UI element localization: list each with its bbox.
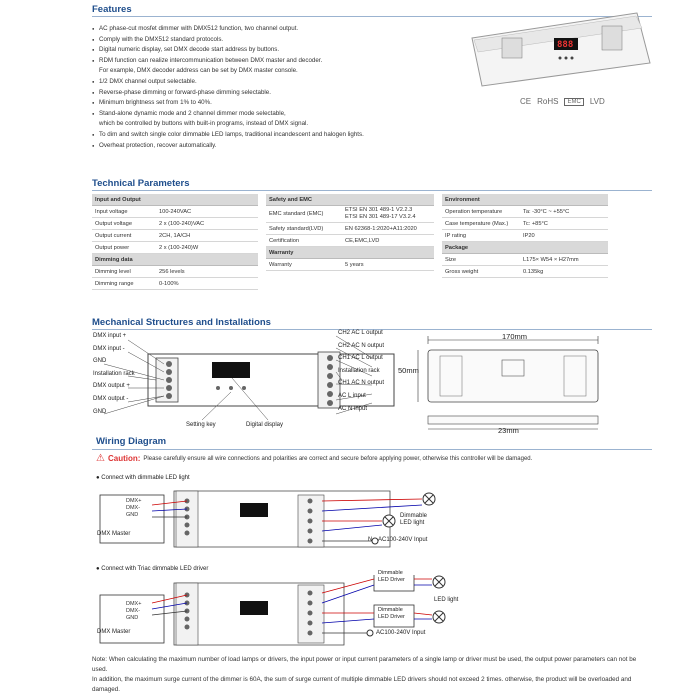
note-label: Note:	[92, 656, 108, 663]
feature-item: ● Overheat protection, recover automatically.	[92, 141, 422, 152]
feature-item: ● To dim and switch single color dimmable LED lamps, traditional incandescent and halogen lights.	[92, 130, 422, 141]
mech-label: AC N input	[338, 405, 368, 412]
package-header: Package	[442, 242, 608, 254]
param-value: EN 62368-1:2020+A11:2020	[345, 226, 417, 232]
warning-icon: ⚠	[96, 453, 105, 464]
param-name: Output voltage	[95, 221, 132, 227]
param-value: 100-240VAC	[159, 209, 192, 215]
diagram1-title-text: Connect with dimmable LED light	[101, 475, 190, 481]
rohs-mark: RoHS	[537, 97, 559, 106]
tech-rule	[92, 190, 652, 191]
io-header: Input and Output	[92, 194, 258, 206]
dmx-pins-1	[126, 498, 141, 519]
table-row	[92, 266, 258, 278]
feature-item: ● RDM function can realize intercommunication between DMX master and decoder.	[92, 56, 422, 67]
param-name: Case temperature (Max.)	[445, 221, 509, 227]
param-value: CE,EMC,LVD	[345, 238, 380, 244]
table-row	[92, 206, 258, 218]
table-row	[266, 206, 434, 223]
env-header: Environment	[442, 194, 608, 206]
mech-label: CH1 AC L output	[338, 355, 383, 362]
led-driver-label-1: Dimmable LED Driver	[378, 570, 405, 583]
table-row	[266, 223, 434, 235]
param-name: Output power	[95, 245, 130, 251]
mech-label: Installation rack	[338, 367, 380, 374]
wiring-title: Wiring Diagram	[96, 436, 167, 447]
param-value: 2CH, 1A/CH	[159, 233, 191, 239]
dmx-pins-2	[126, 601, 141, 622]
caution-label: Caution:	[107, 454, 141, 463]
product-image	[462, 8, 652, 88]
features-title: Features	[92, 4, 132, 15]
dim-depth: 23mm	[498, 426, 519, 435]
feature-item: ● Stand-alone dynamic mode and 2 channel dimmer mode selectable,	[92, 109, 422, 120]
table-row	[442, 218, 608, 230]
feature-item: ● Comply with the DMX512 standard protocols.	[92, 35, 422, 46]
dmx-pin-label: GND	[126, 615, 139, 621]
note-block	[92, 655, 652, 695]
table-row	[266, 235, 434, 247]
safety-header: Safety and EMC	[266, 194, 434, 206]
param-name: Safety standard(LVD)	[269, 226, 324, 232]
dimension-drawing	[398, 330, 658, 435]
env-table	[442, 194, 608, 278]
feature-item: ● Reverse-phase dimming or forward-phase dimming selectable.	[92, 88, 422, 99]
mech-label: CH2 AC N output	[338, 342, 385, 349]
param-value: 0.135kg	[523, 269, 544, 275]
param-value: Tc: +85°C	[523, 221, 548, 227]
param-value: IP20	[523, 233, 535, 239]
mech-label: GND	[93, 408, 107, 415]
mech-label: DMX input +	[93, 333, 127, 339]
safety-table	[266, 194, 434, 271]
emc-mark: EMC	[564, 98, 583, 106]
param-name: Operation temperature	[445, 209, 503, 215]
lvd-mark: LVD	[589, 97, 605, 106]
mech-label: DMX input -	[93, 345, 125, 352]
cert-marks	[520, 97, 605, 106]
dimmable-led-label: Dimmable LED light	[400, 513, 428, 526]
feature-item: For example, DMX decoder address can be set by DMX master console.	[99, 67, 298, 75]
param-value: 5 years	[345, 262, 364, 268]
param-name: Gross weight	[445, 269, 479, 275]
param-value: ETSI EN 301 489-1 V2.2.3 ETSI EN 301 489-17 V3.2.4	[345, 207, 416, 220]
dimming-header: Dimming data	[92, 254, 258, 266]
led-light-label: LED light	[434, 597, 459, 603]
diagram2-title: ● Connect with Triac dimmable LED driver	[96, 566, 209, 572]
dmx-pin-label: DMX-	[126, 608, 141, 614]
caution-text: Please carefully ensure all wire connections and polarities are correct and secure before applying power, otherwise this controller will be damaged.	[143, 455, 533, 462]
mech-label: CH1 AC N output	[338, 380, 385, 387]
mech-label: CH2 AC L output	[338, 330, 383, 336]
mech-label: DMX output +	[93, 383, 130, 390]
table-row	[92, 278, 258, 290]
param-name: Dimming level	[95, 269, 131, 275]
table-row	[442, 254, 608, 266]
mech-label: DMX output -	[93, 396, 129, 402]
dmx-pin-label: DMX+	[126, 601, 142, 607]
mech-label: GND	[93, 358, 107, 365]
ac-input-2: AC100-240V Input	[376, 630, 426, 636]
param-value: 256 levels	[159, 269, 185, 275]
diagram1-title: ● Connect with dimmable LED light	[96, 475, 190, 481]
param-name: Size	[445, 257, 457, 263]
param-value: 2 x (100-240)VAC	[159, 221, 205, 227]
feature-item: ● Minimum brightness set from 1% to 40%.	[92, 98, 422, 109]
ce-mark: CE	[520, 97, 532, 106]
table-row	[442, 230, 608, 242]
setting-key-label: Setting key	[186, 422, 216, 428]
diagram2-title-text: Connect with Triac dimmable LED driver	[101, 566, 209, 572]
dmx-pin-label: DMX-	[126, 505, 141, 511]
mech-label: Installation rack	[93, 370, 135, 377]
diagram2	[92, 575, 562, 655]
feature-item: which be controlled by buttons with built-in programs, instead of DMX signal.	[99, 120, 309, 128]
note-text-2: In addition, the maximum surge current of the dimmer is 60A, the sum of surge current of multiple dimmable LED drivers should not exceed 2 times. otherwise, the product will be overloaded and damaged.	[92, 676, 632, 693]
table-row	[266, 259, 434, 271]
dim-width: 170mm	[502, 332, 528, 341]
param-name: Dimming range	[95, 281, 134, 287]
dmx-master-1: DMX Master	[97, 531, 131, 537]
table-row	[442, 266, 608, 278]
table-row	[92, 242, 258, 254]
param-value: 0-100%	[159, 281, 179, 287]
mech-title: Mechanical Structures and Installations	[92, 317, 271, 328]
dmx-pin-label: DMX+	[126, 498, 142, 504]
note-text: When calculating the maximum number of load lamps or drivers, the input power or input current parameters of a single lamp or driver must be used, the output power parameters can not be used.	[92, 656, 637, 673]
feature-item: ● AC phase-cut mosfet dimmer with DMX512 function, two channel output.	[92, 24, 422, 35]
features-list	[92, 24, 422, 151]
param-value: Ta: -30°C ~ +55°C	[523, 209, 570, 215]
dmx-master-2: DMX Master	[97, 629, 131, 635]
table-row	[442, 206, 608, 218]
param-value: L175× W54 × H27mm	[523, 257, 579, 263]
diagram1	[92, 485, 562, 565]
param-name: IP rating	[445, 233, 467, 239]
param-value: 2 x (100-240)W	[159, 245, 199, 251]
dim-height: 50mm	[398, 366, 419, 375]
wiring-rule	[92, 449, 652, 450]
param-name: EMC standard (EMC)	[269, 211, 324, 217]
param-name: Warranty	[269, 262, 292, 268]
ac-input-1: AC100-240V Input	[378, 537, 428, 543]
caution-line	[96, 453, 532, 464]
n-mark-1: N	[368, 537, 373, 543]
table-row	[92, 230, 258, 242]
table-row	[92, 218, 258, 230]
tech-title: Technical Parameters	[92, 178, 190, 189]
digital-display-label: Digital display	[246, 422, 284, 428]
param-name: Output current	[95, 233, 132, 239]
io-table	[92, 194, 258, 290]
svg-text:888: 888	[557, 40, 574, 50]
led-driver-label-2: Dimmable LED Driver	[378, 607, 405, 620]
dmx-pin-label: GND	[126, 512, 139, 518]
param-name: Certification	[269, 238, 300, 244]
warranty-header: Warranty	[266, 247, 434, 259]
mech-label: AC L input	[338, 393, 366, 399]
feature-item: ● Digital numeric display, set DMX decode start address by buttons.	[92, 45, 422, 56]
param-name: Input voltage	[95, 209, 128, 215]
feature-item: ● 1/2 DMX channel output selectable.	[92, 77, 422, 88]
